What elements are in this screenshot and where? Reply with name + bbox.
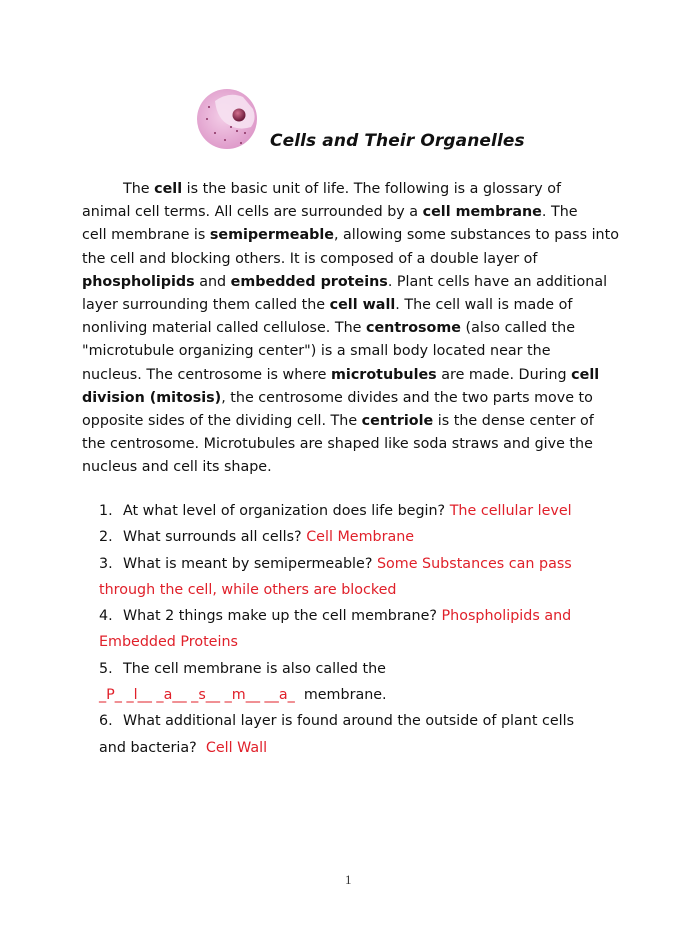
question-text: What additional layer is found around the outside of plant cells [123,713,575,730]
glossary-term: centrosome [365,320,461,337]
glossary-term: division (mitosis) [82,389,222,406]
question-text: What 2 things make up the cell membrane? [123,608,442,625]
answer-text: Embedded Proteins [99,634,238,651]
paragraph-text: . The [541,204,578,221]
animal-cell-illustration-icon [195,85,263,151]
paragraph-line [82,456,622,479]
paragraph-text: are made. During [436,366,572,383]
page-number: 1 [345,872,352,887]
paragraph-text: . The cell wall is made of [395,297,573,314]
glossary-paragraph [82,178,622,480]
paragraph-text: The [123,181,155,197]
question-continuation [99,577,619,603]
answer-text: Phospholipids and [441,608,572,625]
answer-text: Cell Membrane [306,529,415,546]
paragraph-line [82,178,622,201]
fill-in-blanks-line [99,682,619,708]
page-title: Cells and Their Organelles [270,131,525,151]
paragraph-text: is the basic unit of life. The following is a glossary of [182,181,562,197]
question-item [99,551,619,577]
paragraph-text: nonliving material called cellulose. The [82,320,366,337]
paragraph-line [82,433,622,456]
paragraph-text: , allowing some substances to pass into [333,227,619,244]
question-text: What surrounds all cells? [123,529,307,546]
paragraph-text: animal cell terms. All cells are surrounded by a [82,204,423,221]
paragraph-text: cell membrane is [82,227,210,244]
paragraph-line [82,201,622,224]
paragraph-text: , the centrosome divides and the two parts move to [221,389,593,406]
question-item [99,708,619,734]
question-text: What is meant by semipermeable? [123,555,377,572]
paragraph-text: and [194,273,231,290]
answer-text: through the cell, while others are blocked [99,581,397,598]
paragraph-line [82,340,622,363]
question-number: 1. [99,503,113,519]
paragraph-line [82,387,622,410]
question-item [99,603,619,629]
paragraph-line [82,248,622,271]
glossary-term: cell [571,366,600,383]
paragraph-text: is the dense center of [433,413,594,430]
paragraph-text: opposite sides of the dividing cell. The [82,413,362,430]
paragraph-line [82,410,622,433]
question-number: 5. [99,660,113,677]
question-text: At what level of organization does life begin? [123,503,450,519]
question-item [99,498,619,524]
question-list [99,498,619,761]
question-text: The cell membrane is also called the [123,660,386,677]
question-number: 4. [99,608,113,625]
question-number: 3. [99,555,113,572]
glossary-term: semipermeable [209,227,334,244]
paragraph-line [82,364,622,387]
glossary-term: embedded proteins [230,273,388,290]
glossary-term: microtubules [331,366,437,383]
question-item [99,524,619,550]
paragraph-text: the centrosome. Microtubules are shaped like soda straws and give the [82,436,593,453]
question-text: and bacteria? [99,739,206,756]
paragraph-line [82,224,622,247]
question-number: 6. [99,713,113,730]
glossary-term: phospholipids [82,273,195,290]
paragraph-text: "microtubule organizing center") is a small body located near the [82,343,551,360]
paragraph-line [82,271,622,294]
question-text: membrane. [294,687,387,704]
question-continuation [99,735,619,761]
answer-text: The cellular level [449,503,572,519]
paragraph-line [82,317,622,340]
answer-text: Cell Wall [205,739,268,756]
glossary-term: cell membrane [422,204,542,221]
glossary-term: centriole [361,413,434,430]
answer-text: Some Substances can pass [376,555,572,572]
paragraph-text: . Plant cells have an additional [387,273,608,290]
glossary-term: cell wall [329,297,396,314]
paragraph-text: the cell and blocking others. It is composed of a double layer of [82,250,538,267]
paragraph-text: (also called the [460,320,576,337]
paragraph-text: layer surrounding them called the [82,297,330,314]
question-number: 2. [99,529,113,546]
answer-blanks: _P_ _l__ _a__ _s__ _m__ __a_ [99,687,295,704]
paragraph-line [82,294,622,317]
paragraph-text: nucleus and cell its shape. [82,459,272,476]
question-item [99,656,619,682]
glossary-term: cell [154,181,183,197]
question-continuation [99,629,619,655]
paragraph-text: nucleus. The centrosome is where [82,366,332,383]
